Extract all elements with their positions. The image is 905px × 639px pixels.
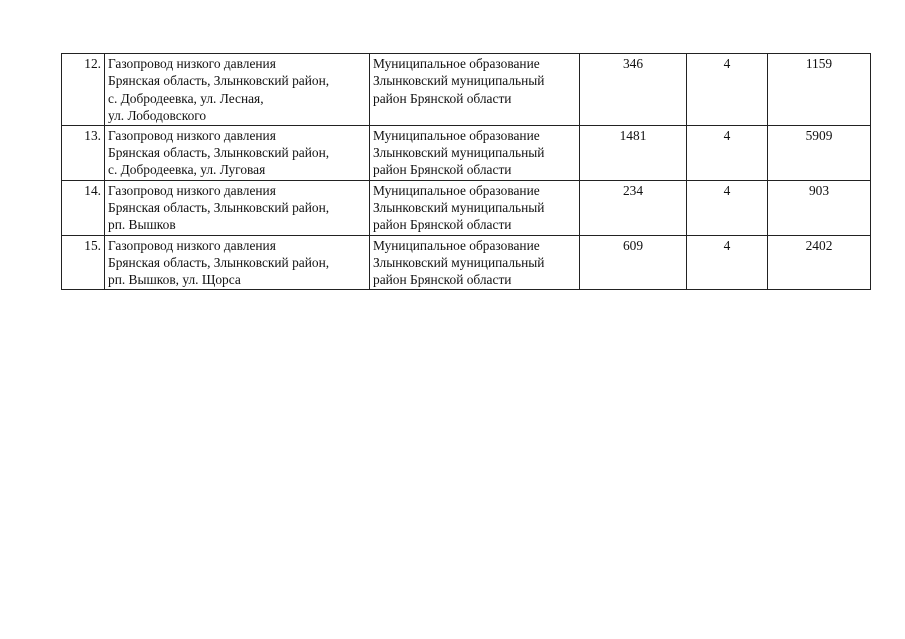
description-line: Брянская область, Злынковский район, [108, 255, 330, 271]
owner-line: Муниципальное образование [373, 237, 540, 253]
description-line: с. Добродеевка, ул. Луговая [108, 162, 266, 178]
description-line: Газопровод низкого давления [108, 127, 276, 143]
object-description-cell [105, 54, 370, 126]
owner-line: Злынковский муниципальный [373, 255, 545, 271]
row-number-cell: 13. [62, 125, 105, 180]
owner-line: Злынковский муниципальный [373, 73, 545, 89]
value-cell: 5909 [768, 125, 871, 180]
gas-pipeline-registry-table [61, 53, 871, 290]
owner-line: Злынковский муниципальный [373, 145, 545, 161]
description-line: Газопровод низкого давления [108, 182, 276, 198]
owner-line: Муниципальное образование [373, 56, 540, 71]
description-line: Брянская область, Злынковский район, [108, 200, 330, 216]
object-description-cell [105, 235, 370, 289]
owner-cell [370, 180, 580, 235]
owner-line: район Брянской области [373, 217, 512, 233]
owner-line: район Брянской области [373, 90, 512, 106]
value-cell: 2402 [768, 235, 871, 289]
table-row [62, 125, 871, 180]
length-cell: 234 [580, 180, 687, 235]
value-cell: 1159 [768, 54, 871, 126]
row-number-cell: 15. [62, 235, 105, 289]
description-line: с. Добродеевка, ул. Лесная, [108, 90, 264, 106]
class-cell: 4 [687, 54, 768, 126]
table-row [62, 235, 871, 289]
owner-cell [370, 125, 580, 180]
description-line: Газопровод низкого давления [108, 56, 276, 71]
object-description-cell [105, 180, 370, 235]
row-number-cell: 14. [62, 180, 105, 235]
description-line: рп. Вышков, ул. Щорса [108, 272, 241, 288]
owner-line: Муниципальное образование [373, 182, 540, 198]
owner-cell [370, 54, 580, 126]
owner-line: район Брянской области [373, 162, 512, 178]
owner-cell [370, 235, 580, 289]
row-number-cell: 12. [62, 54, 105, 126]
description-line: Брянская область, Злынковский район, [108, 73, 330, 89]
value-cell: 903 [768, 180, 871, 235]
description-line: рп. Вышков [108, 217, 176, 233]
table-row [62, 180, 871, 235]
owner-line: район Брянской области [373, 272, 512, 288]
description-line: Брянская область, Злынковский район, [108, 145, 330, 161]
owner-line: Муниципальное образование [373, 127, 540, 143]
class-cell: 4 [687, 180, 768, 235]
length-cell: 609 [580, 235, 687, 289]
class-cell: 4 [687, 125, 768, 180]
description-line: Газопровод низкого давления [108, 237, 276, 253]
owner-line: Злынковский муниципальный [373, 200, 545, 216]
length-cell: 346 [580, 54, 687, 126]
description-line: ул. Лободовского [108, 108, 207, 124]
class-cell: 4 [687, 235, 768, 289]
object-description-cell [105, 125, 370, 180]
length-cell: 1481 [580, 125, 687, 180]
table-row [62, 54, 871, 126]
